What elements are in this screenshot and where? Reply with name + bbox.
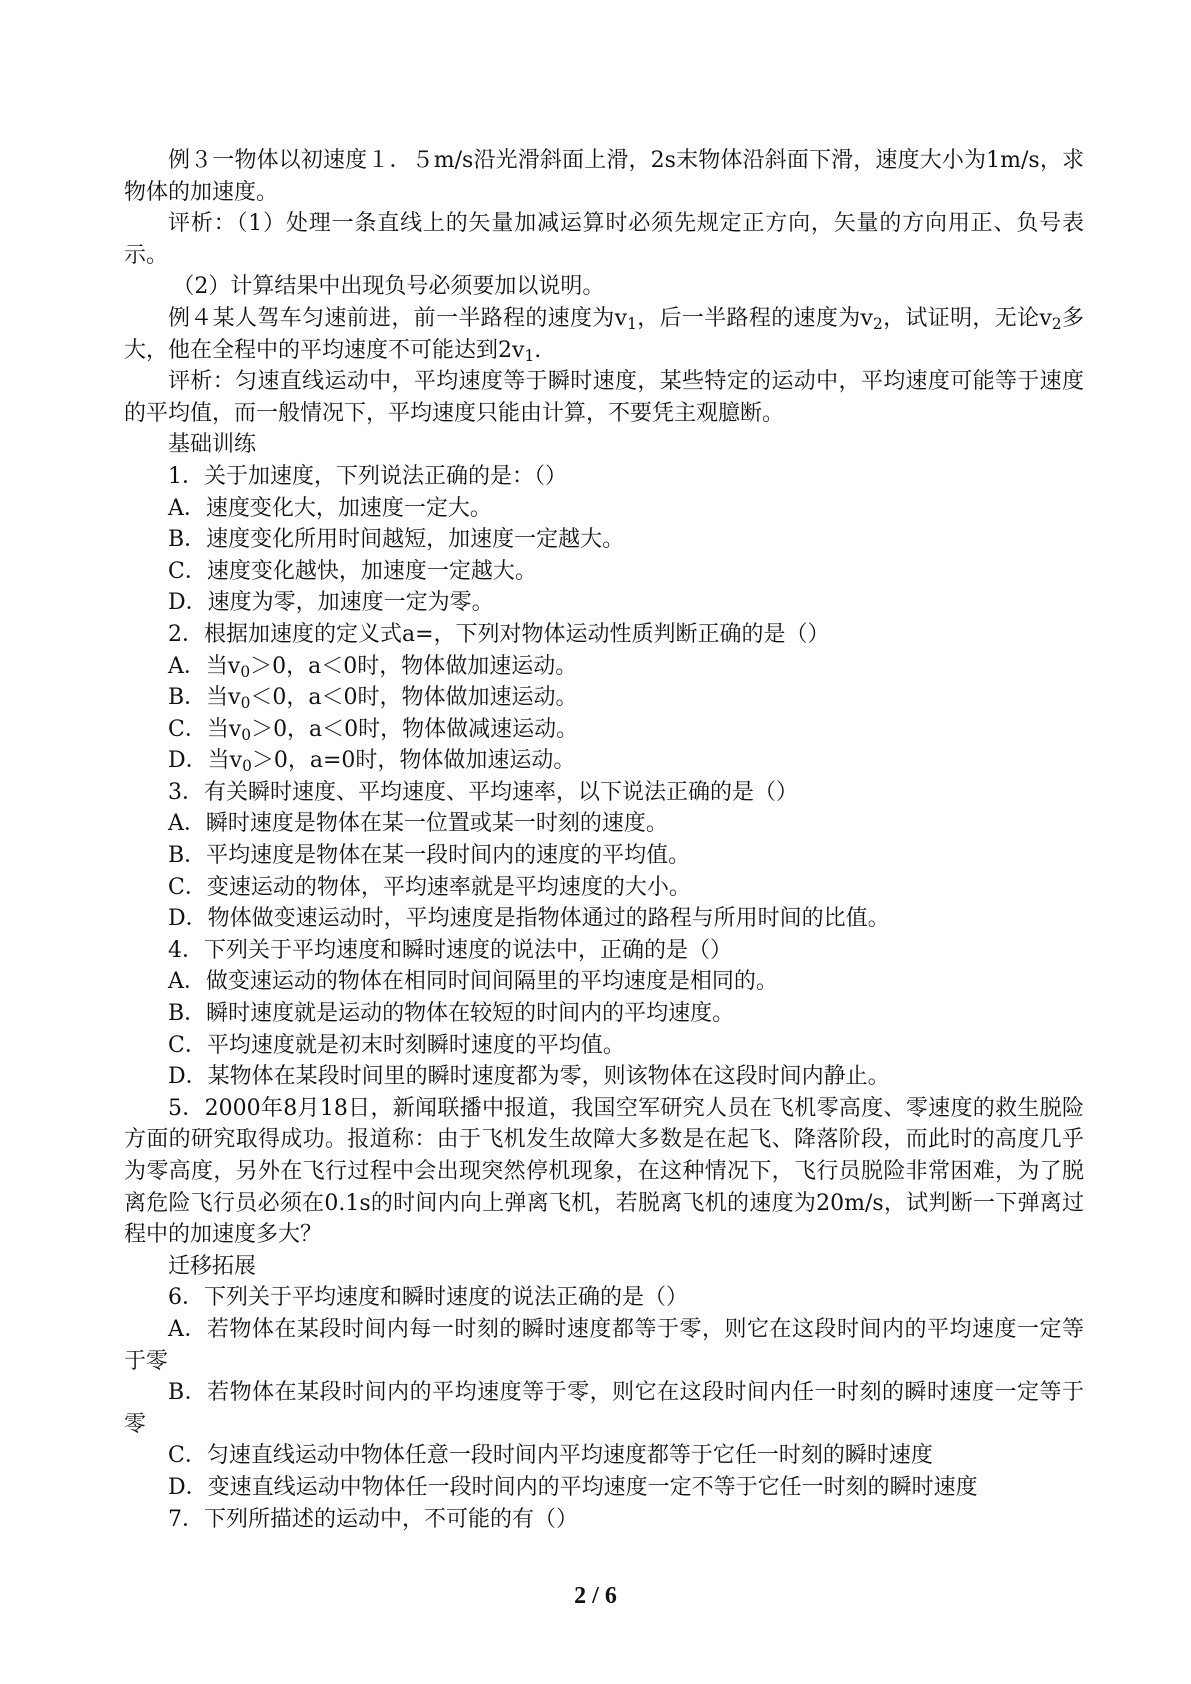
question-6-option-a: A．若物体在某段时间内每一时刻的瞬时速度都等于零，则它在这段时间内的平均速度一定等于零: [124, 1316, 1084, 1374]
question-4-option-a: A．做变速运动的物体在相同时间间隔里的平均速度是相同的。: [168, 969, 778, 995]
q2-c-sub: 0: [241, 725, 252, 744]
example-4-sub-2: 2: [872, 314, 883, 333]
question-2-option-a: [124, 651, 1084, 683]
q2-b-pre: B．当v: [168, 685, 241, 711]
question-1: 1．关于加速度，下列说法正确的是：（）: [168, 463, 567, 489]
example-4-sub-4: 1: [524, 346, 535, 365]
question-7: 7．下列所描述的运动中，不可能的有（）: [168, 1506, 578, 1532]
q2-b-post: ＜0，a＜0时，物体做加速运动。: [250, 685, 578, 711]
q2-b-sub: 0: [240, 693, 251, 712]
q2-d-sub: 0: [242, 757, 252, 776]
q2-a-post: ＞0，a＜0时，物体做加速运动。: [250, 653, 578, 679]
analysis-3-note: （2）计算结果中出现负号必须要加以说明。: [172, 274, 605, 300]
question-3: 3．有关瞬时速度、平均速度、平均速率，以下说法正确的是（）: [168, 779, 798, 805]
section-basic-training: 基础训练: [168, 432, 257, 458]
example-4-sub-3: 2: [1051, 314, 1062, 333]
question-2: 2．根据加速度的定义式a=，下列对物体运动性质判断正确的是（）: [168, 621, 830, 647]
analysis-3: 评析：（1）处理一条直线上的矢量加减运算时必须先规定正方向，矢量的方向用正、负号表示。: [124, 211, 1084, 268]
example-4-text-1: 例４某人驾车匀速前进，前一半路程的速度为v: [168, 305, 628, 331]
q2-d-pre: D．当v: [168, 748, 243, 774]
example-4-text-2: ，后一半路程的速度为v: [636, 305, 873, 331]
question-4-option-c: C．平均速度就是初末时刻瞬时速度的平均值。: [168, 1032, 625, 1058]
example-4-text-4: 多大，他在全程中的平均速度不可能达到2v: [124, 305, 1084, 363]
question-1-option-c: C．速度变化越快，加速度一定越大。: [168, 558, 537, 584]
question-3-option-d: D．物体做变速运动时，平均速度是指物体通过的路程与所用时间的比值。: [168, 906, 890, 932]
page-number: 2 / 6: [574, 1583, 617, 1609]
q2-d-post: ＞0，a=0时，物体做加速运动。: [251, 748, 576, 774]
question-3-option-b: B．平均速度是物体在某一段时间内的速度的平均值。: [168, 843, 691, 869]
question-6-option-c: C．匀速直线运动中物体任意一段时间内平均速度都等于它任一时刻的瞬时速度: [168, 1443, 933, 1469]
example-4-text-3: ，试证明，无论v: [882, 305, 1052, 331]
q2-a-sub: 0: [240, 662, 251, 681]
example-4: [124, 303, 1084, 366]
q2-c-post: ＞0，a＜0时，物体做减速运动。: [251, 716, 579, 742]
question-2-option-c: [124, 714, 1084, 746]
question-2-option-b: [124, 682, 1084, 714]
question-1-option-d: D．速度为零，加速度一定为零。: [168, 590, 494, 616]
analysis-4: 评析：匀速直线运动中，平均速度等于瞬时速度，某些特定的运动中，平均速度可能等于速度的平均值，而一般情况下，平均速度只能由计算，不要凭主观臆断。: [124, 369, 1084, 426]
question-4: 4．下列关于平均速度和瞬时速度的说法中，正确的是（）: [168, 937, 732, 963]
example-3: 例３一物体以初速度１．５m/s沿光滑斜面上滑，2s末物体沿斜面下滑，速度大小为1m/s，求物体的加速度。: [124, 148, 1084, 205]
example-4-text-5: .: [534, 337, 542, 363]
question-6: 6．下列关于平均速度和瞬时速度的说法正确的是（）: [168, 1285, 688, 1311]
question-1-option-a: A．速度变化大，加速度一定大。: [168, 495, 492, 521]
question-6-option-b: B．若物体在某段时间内的平均速度等于零，则它在这段时间内任一时刻的瞬时速度一定等于零: [124, 1380, 1084, 1437]
q2-c-pre: C．当v: [168, 716, 242, 742]
question-6-option-d: D．变速直线运动中物体任一段时间内的平均速度一定不等于它任一时刻的瞬时速度: [168, 1474, 978, 1500]
example-4-sub-1: 1: [627, 314, 637, 333]
question-4-option-b: B．瞬时速度就是运动的物体在较短的时间内的平均速度。: [168, 1001, 735, 1027]
document-body: [124, 145, 1084, 1535]
question-2-option-d: [124, 745, 1084, 777]
question-3-option-a: A．瞬时速度是物体在某一位置或某一时刻的速度。: [168, 811, 668, 837]
section-transfer-extension: 迁移拓展: [168, 1253, 257, 1279]
q2-a-pre: A．当v: [168, 653, 241, 679]
question-3-option-c: C．变速运动的物体，平均速率就是平均速度的大小。: [168, 874, 691, 900]
question-4-option-d: D．某物体在某段时间里的瞬时速度都为零，则该物体在这段时间内静止。: [168, 1064, 890, 1090]
question-5: 5．2000年8月18日，新闻联播中报道，我国空军研究人员在飞机零高度、零速度的救生脱险方面的研究取得成功。报道称：由于飞机发生故障大多数是在起飞、降落阶段，而此时的高度几乎为零高度，另外在飞行过程中会出现突然停机现象，在这种情况下，飞行员脱险非常困难，为了脱离危险飞行员必须在0.1s的时间内向上弹离飞机，若脱离飞机的速度为20m/s，试判断一下弹离过程中的加速度多大？: [124, 1095, 1084, 1248]
question-1-option-b: B．速度变化所用时间越短，加速度一定越大。: [168, 527, 625, 553]
